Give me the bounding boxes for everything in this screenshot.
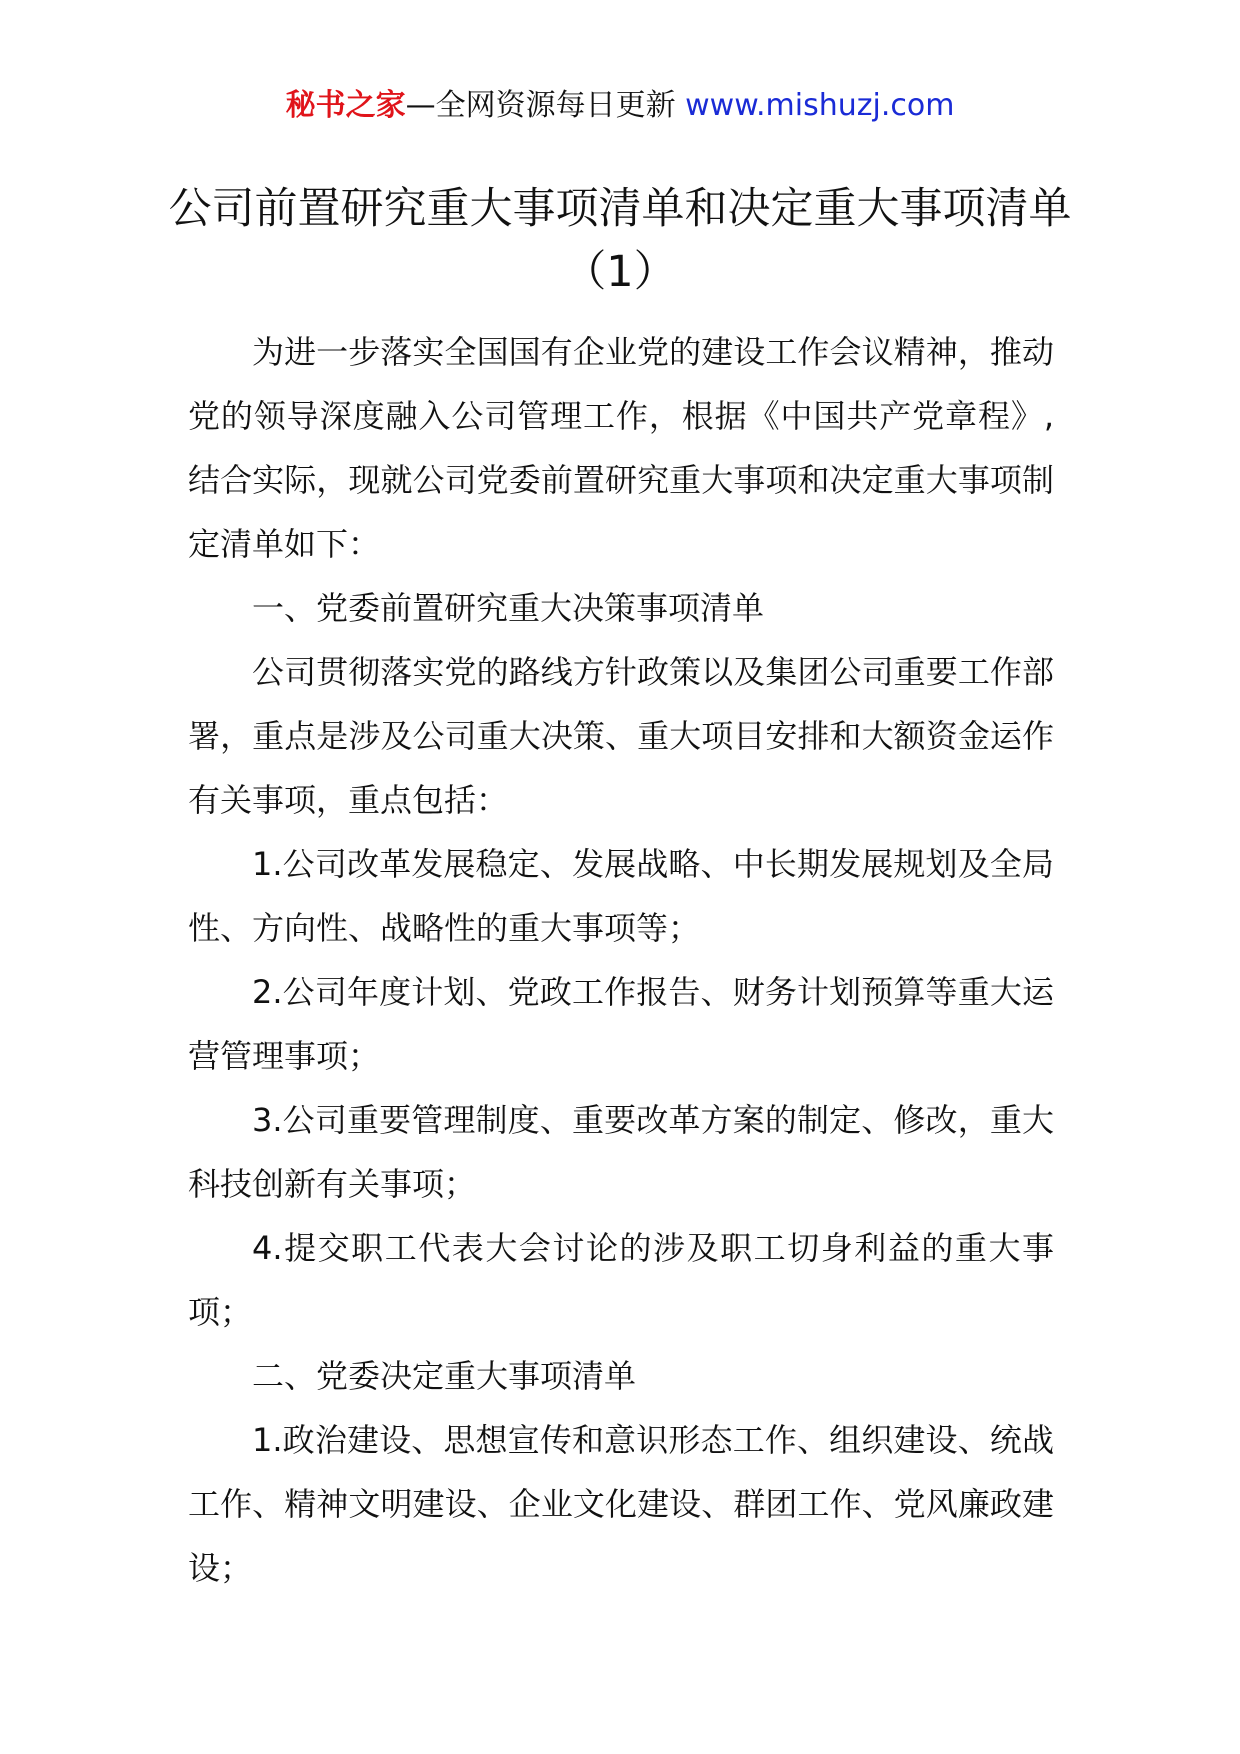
site-header (0, 86, 1240, 126)
section-heading-2: 二、党委决定重大事项清单 (252, 1357, 637, 1395)
document-body (188, 320, 1054, 1600)
list-item-3: 3.公司重要管理制度、重要改革方案的制定、修改，重大科技创新有关事项； (188, 1101, 1054, 1203)
site-brand: 秘书之家 (285, 88, 406, 123)
paragraph-section-1-intro: 公司贯彻落实党的路线方针政策以及集团公司重要工作部署，重点是涉及公司重大决策、重大项目安排和大额资金运作有关事项，重点包括： (188, 653, 1054, 819)
section-heading-1: 一、党委前置研究重大决策事项清单 (252, 589, 765, 627)
list-item-5: 1.政治建设、思想宣传和意识形态工作、组织建设、统战工作、精神文明建设、企业文化建设、群团工作、党风廉政建设； (188, 1421, 1054, 1587)
site-slogan: —全网资源每日更新 (405, 88, 676, 123)
list-item-1: 1.公司改革发展稳定、发展战略、中长期发展规划及全局性、方向性、战略性的重大事项等； (188, 845, 1054, 947)
site-url-link[interactable]: www.mishuzj.com (685, 88, 955, 123)
document-title: 公司前置研究重大事项清单和决定重大事项清单（1） (168, 184, 1072, 297)
paragraph-intro: 为进一步落实全国国有企业党的建设工作会议精神，推动党的领导深度融入公司管理工作，根据《中国共产党章程》,结合实际，现就公司党委前置研究重大事项和决定重大事项制定清单如下： (188, 333, 1054, 563)
list-item-4: 4.提交职工代表大会讨论的涉及职工切身利益的重大事项； (188, 1229, 1054, 1331)
list-item-2: 2.公司年度计划、党政工作报告、财务计划预算等重大运营管理事项； (188, 973, 1054, 1075)
